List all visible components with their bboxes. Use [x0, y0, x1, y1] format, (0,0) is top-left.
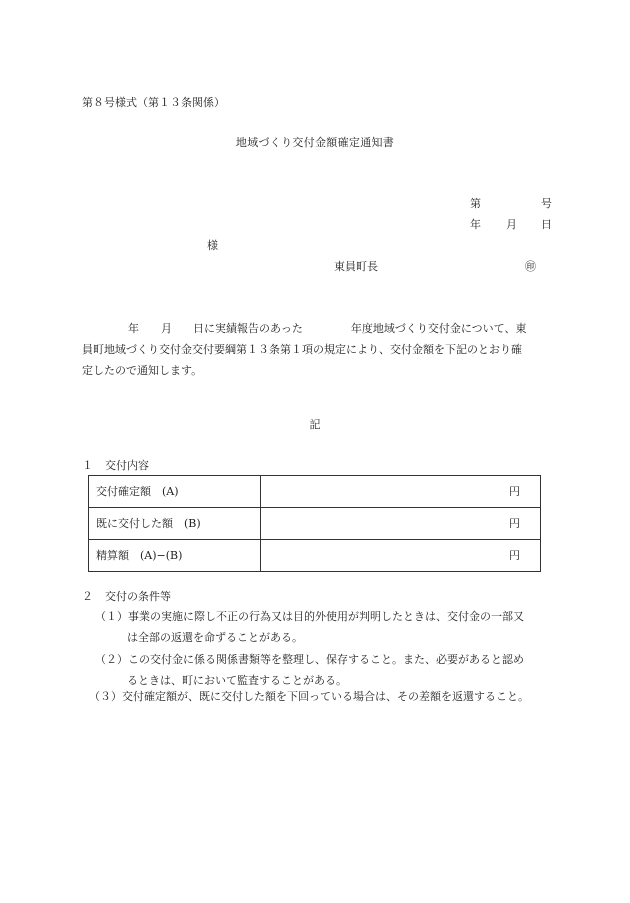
condition-2-number: （２）: [95, 653, 128, 666]
section1-number: １: [82, 459, 93, 472]
body-day-text: 日に実績報告のあった: [193, 322, 303, 335]
date-month-label: 月: [506, 218, 517, 231]
body-line-1: [82, 318, 552, 339]
recipient-honorific: 様: [207, 239, 218, 252]
issuer-name: 東員町長: [334, 260, 378, 273]
row-label: 精算額 (A)−(B): [89, 540, 261, 572]
row-amount-unit: 円: [261, 476, 541, 508]
date-year-label: 年: [470, 218, 481, 231]
body-line-3: 定したので通知します。: [82, 364, 203, 377]
row-label: 交付確定額 (A): [89, 476, 261, 508]
body-year: 年: [128, 322, 139, 335]
condition-3-number: （３）: [89, 690, 122, 703]
table-row: [89, 476, 541, 508]
condition-2-line1: [95, 654, 524, 665]
row-label: 既に交付した額 (B): [89, 508, 261, 540]
condition-2-text: この交付金に係る関係書類等を整理し、保存すること。また、必要があると認め: [128, 653, 524, 666]
condition-3-line1: [89, 691, 529, 702]
condition-1-number: （１）: [95, 610, 128, 623]
condition-1-line1: [95, 611, 524, 622]
document-title: 地域づくり交付金額確定通知書: [235, 136, 395, 149]
grant-table: [88, 475, 541, 572]
table-row: [89, 508, 541, 540]
body-month: 月: [161, 322, 172, 335]
section2-title: 交付の条件等: [105, 590, 171, 603]
doc-number-suffix: 号: [541, 197, 552, 210]
section1-heading: [82, 460, 149, 471]
table-row: [89, 540, 541, 572]
doc-number-label: 第: [470, 197, 481, 210]
condition-1-line2: は全部の返還を命ずることがある。: [127, 631, 303, 644]
form-number: 第８号様式（第１３条関係）: [82, 96, 225, 109]
body-line-2: 員町地域づくり交付金交付要綱第１３条第１項の規定により、交付金額を下記のとおり確: [82, 343, 522, 356]
notice-body: [82, 318, 552, 381]
row-amount-unit: 円: [261, 540, 541, 572]
condition-1-text: 事業の実施に際し不正の行為又は目的外使用が判明したときは、交付金の一部又: [128, 610, 524, 623]
section2-number: ２: [82, 590, 93, 603]
seal-mark: ㊞: [525, 260, 536, 273]
condition-3-text: 交付確定額が、既に交付した額を下回っている場合は、その差額を返還すること。: [122, 690, 529, 703]
body-line1-rest: 年度地域づくり交付金について、東: [350, 322, 527, 335]
date-day-label: 日: [541, 218, 552, 231]
ki-heading: 記: [309, 418, 321, 431]
section2-heading: [82, 591, 171, 602]
condition-2-line2: るときは、町において監査することがある。: [127, 674, 347, 687]
row-amount-unit: 円: [261, 508, 541, 540]
section1-title: 交付内容: [105, 459, 149, 472]
